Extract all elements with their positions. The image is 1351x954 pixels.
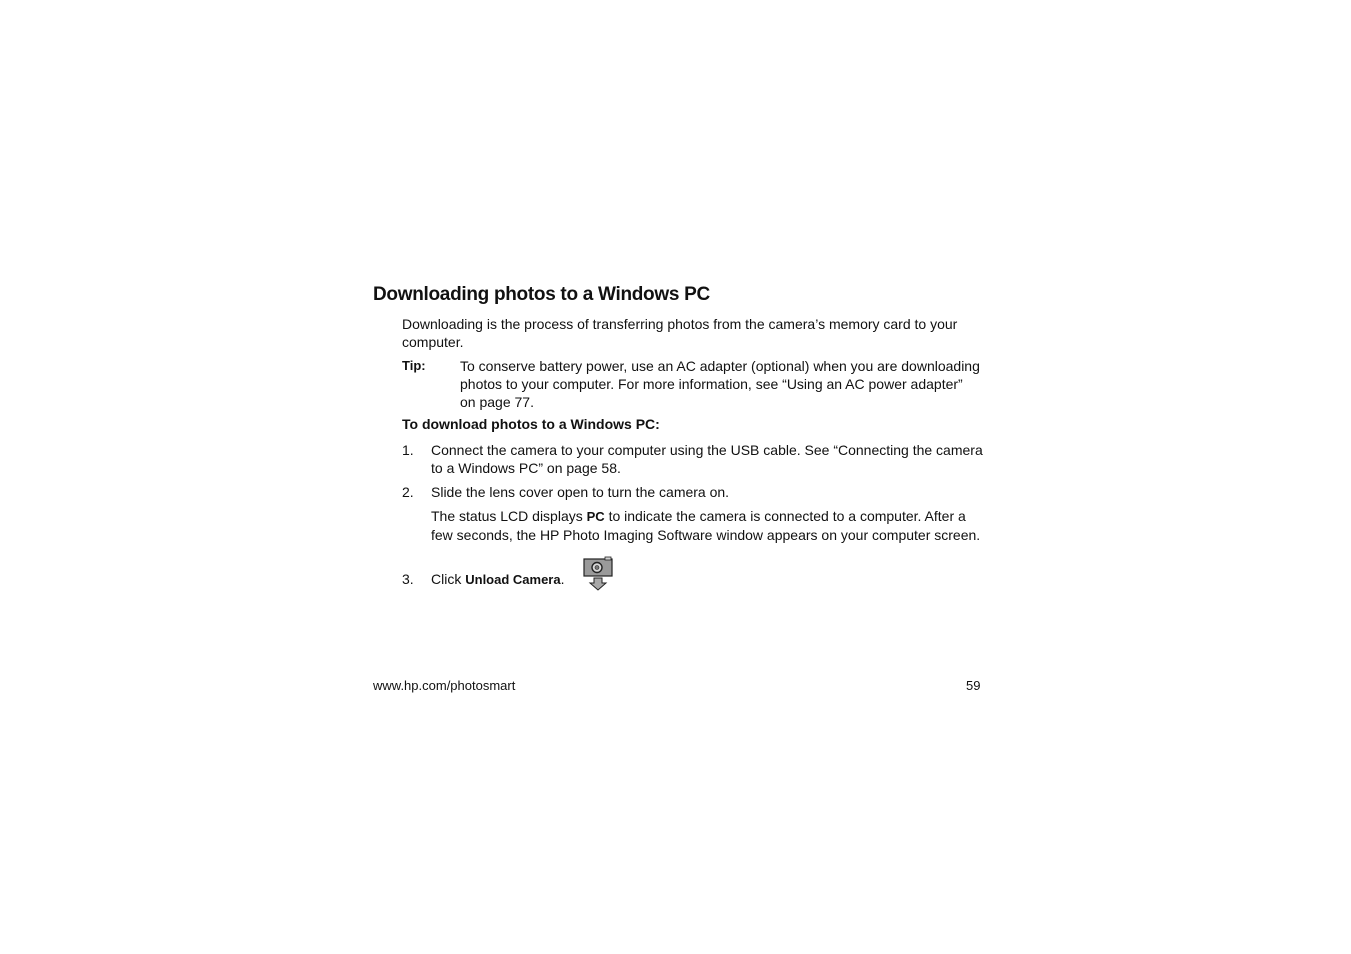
step-number: 1. bbox=[402, 442, 414, 458]
unload-camera-icon bbox=[582, 556, 614, 592]
step-text: Connect the camera to your computer using the USB cable. See “Connecting the camera to a Windows PC” on page 58. bbox=[431, 442, 983, 476]
footer-url: www.hp.com/photosmart bbox=[373, 678, 516, 693]
page-number: 59 bbox=[966, 678, 981, 693]
tip-label: Tip: bbox=[402, 358, 426, 373]
intro-paragraph: Downloading is the process of transferring photos from the camera’s memory card to your computer. bbox=[402, 316, 958, 350]
step-text bbox=[431, 570, 986, 589]
step-3-text-start: Click bbox=[431, 571, 466, 587]
tip-text: To conserve battery power, use an AC adapter (optional) when you are downloading photos to your computer. For more information, see “Using an AC power adapter” on page 77. bbox=[460, 358, 980, 410]
step-number: 2. bbox=[402, 484, 414, 500]
step-text: Slide the lens cover open to turn the camera on. bbox=[431, 484, 730, 500]
section-title: Downloading photos to a Windows PC bbox=[373, 284, 710, 305]
step-number: 3. bbox=[402, 571, 414, 587]
status-lcd-paragraph bbox=[431, 507, 991, 544]
step-3-text-end: . bbox=[560, 571, 565, 587]
status-text-end: to indicate the camera is connected to a computer. After a few seconds, the HP Photo Imaging Software window appears on your computer screen. bbox=[431, 508, 981, 543]
unload-camera-label: Unload Camera bbox=[465, 572, 561, 587]
status-text-start: The status LCD displays bbox=[431, 508, 587, 524]
status-pc-label: PC bbox=[586, 509, 605, 524]
procedure-heading: To download photos to a Windows PC: bbox=[402, 416, 660, 432]
